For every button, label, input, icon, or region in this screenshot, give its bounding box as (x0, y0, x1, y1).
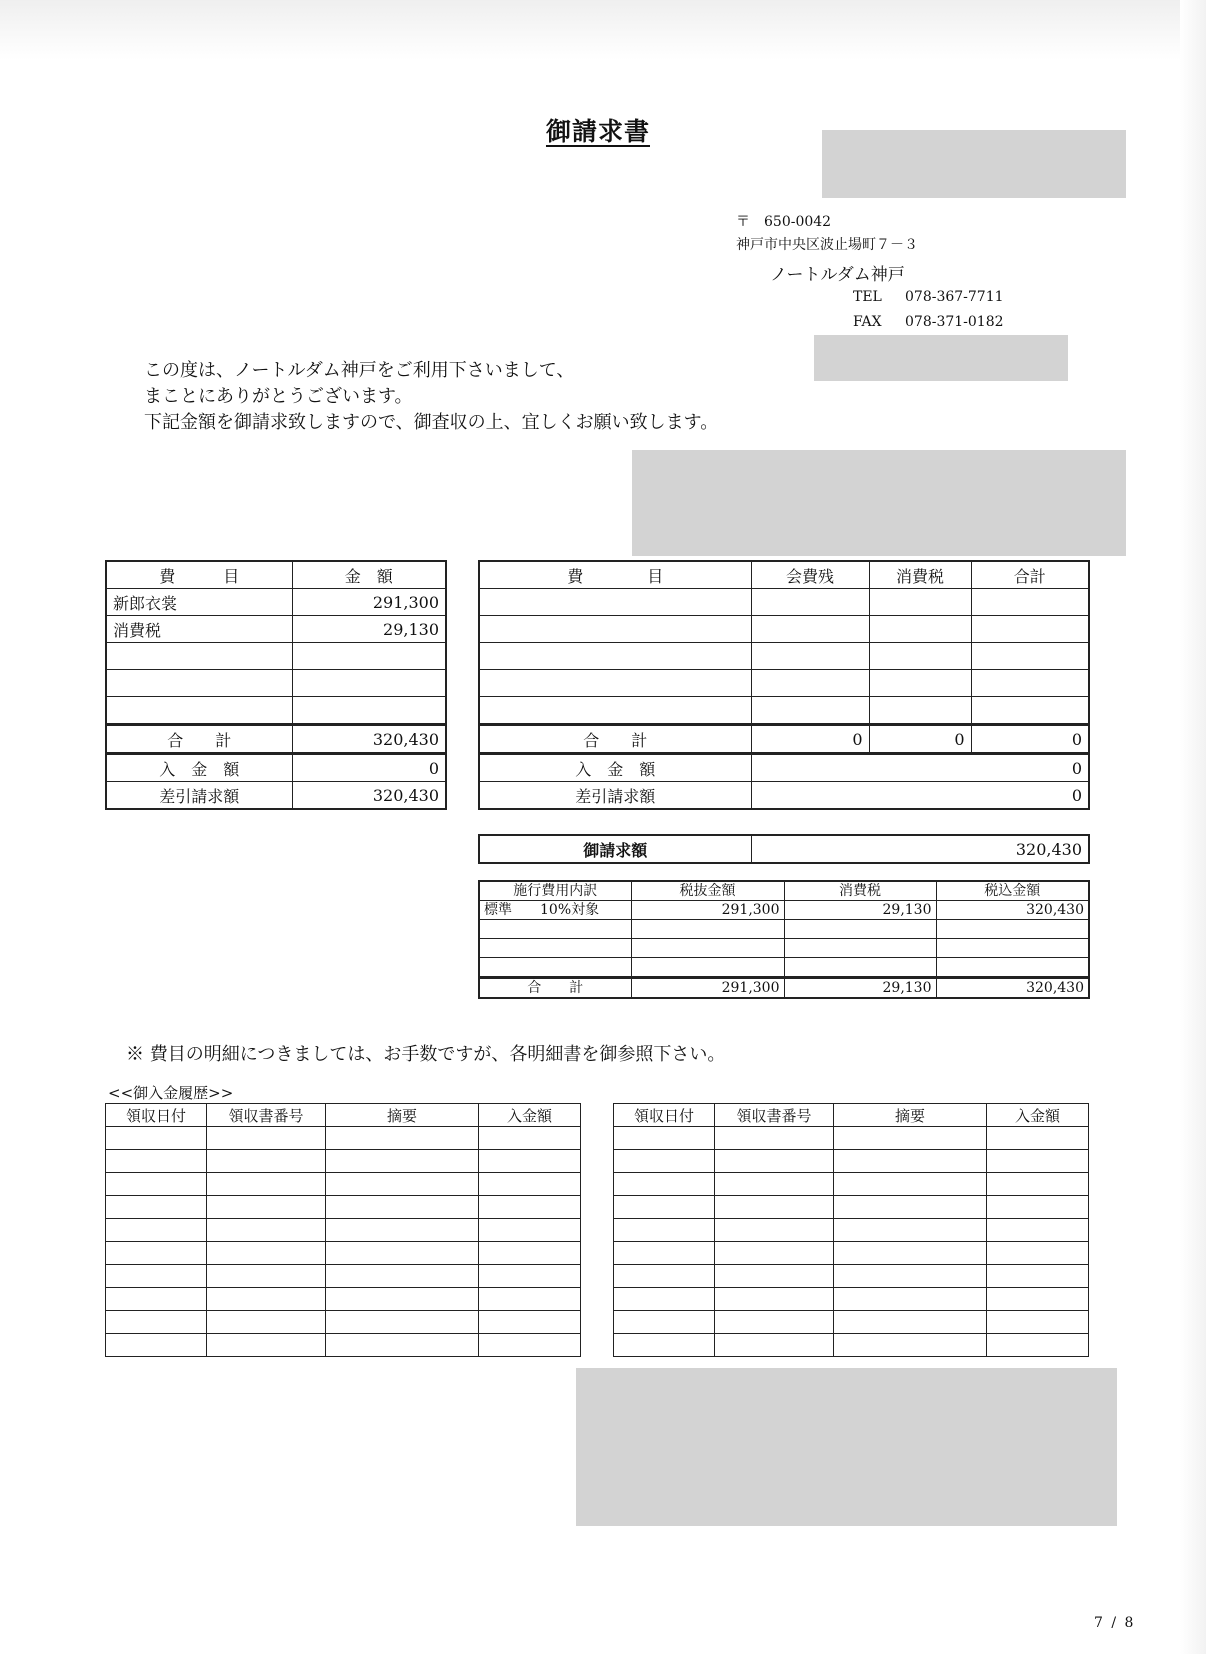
grand-total-value: 320,430 (751, 835, 1089, 863)
table-row (479, 670, 1089, 697)
item-cell (106, 643, 292, 670)
paid-row (106, 754, 446, 782)
issuer-address: 神戸市中央区波止場町７－３ (736, 237, 918, 253)
payment-history-table-left (105, 1103, 581, 1357)
paid-value: 0 (751, 754, 1089, 782)
membership-table (478, 560, 1090, 810)
item-cell (106, 697, 292, 725)
header-tax: 消費税 (869, 561, 971, 589)
table-row (106, 1150, 581, 1173)
total-row (479, 725, 1089, 754)
header-breakdown: 施行費用内訳 (479, 881, 631, 901)
amount-cell (292, 697, 446, 725)
table-row (106, 616, 446, 643)
issuer-tel-label: TEL (853, 289, 882, 305)
table-row (106, 1288, 581, 1311)
redacted-block (632, 450, 1126, 556)
total-tax: 29,130 (784, 978, 936, 999)
table-row (106, 1196, 581, 1219)
header-description: 摘要 (834, 1104, 987, 1127)
total-sum: 0 (971, 725, 1089, 754)
greeting-line: 下記金額を御請求致しますので、御査収の上、宜しくお願い致します。 (144, 412, 719, 433)
total-gross: 320,430 (936, 978, 1089, 999)
table-row (614, 1173, 1089, 1196)
issuer-fax: 078-371-0182 (905, 314, 1004, 330)
header-balance-fee: 会費残 (751, 561, 869, 589)
table-row (614, 1311, 1089, 1334)
header-item: 費 目 (106, 561, 292, 589)
tax-value: 29,130 (784, 901, 936, 920)
header-payment-amount: 入金額 (987, 1104, 1089, 1127)
table-row (479, 939, 1089, 958)
header-payment-amount: 入金額 (479, 1104, 581, 1127)
payment-history-title: <<御入金履歴>> (108, 1084, 234, 1102)
issuer-postal: 〒 650-0042 (736, 214, 832, 230)
page-top-shadow (0, 0, 1206, 60)
header-receipt-number: 領収書番号 (207, 1104, 326, 1127)
balance-label: 差引請求額 (479, 782, 751, 810)
balance-value: 0 (751, 782, 1089, 810)
amount-cell (292, 643, 446, 670)
net-value: 291,300 (631, 901, 784, 920)
tax-breakdown-table (478, 880, 1090, 999)
table-row (106, 1219, 581, 1242)
issuer-tel: 078-367-7711 (905, 289, 1004, 305)
table-row (614, 1288, 1089, 1311)
balance-label: 差引請求額 (106, 782, 292, 810)
issuer-name: ノートルダム神戸 (770, 265, 905, 285)
table-row (614, 1242, 1089, 1265)
total-label: 合 計 (479, 725, 751, 754)
greeting-line: まことにありがとうございます。 (144, 386, 413, 407)
total-tax: 0 (869, 725, 971, 754)
table-row (479, 958, 1089, 978)
page-title: 御請求書 (545, 117, 650, 146)
payment-history-table-right (613, 1103, 1089, 1357)
table-row (106, 1311, 581, 1334)
header-gross: 税込金額 (936, 881, 1089, 901)
header-receipt-number: 領収書番号 (715, 1104, 834, 1127)
page-number: 7 / 8 (1094, 1615, 1136, 1631)
header-total: 合計 (971, 561, 1089, 589)
amount-cell: 291,300 (292, 589, 446, 616)
paid-label: 入 金 額 (106, 754, 292, 782)
amount-cell (292, 670, 446, 697)
detail-note: ※ 費目の明細につきましては、お手数ですが、各明細書を御参照下さい。 (126, 1044, 726, 1065)
table-row (614, 1334, 1089, 1357)
issuer-fax-label: FAX (853, 314, 882, 330)
total-value: 320,430 (292, 725, 446, 754)
rate-label: 標準 10%対象 (479, 901, 631, 920)
header-receipt-date: 領収日付 (614, 1104, 715, 1127)
balance-row (106, 782, 446, 810)
total-row (479, 978, 1089, 999)
amount-cell: 29,130 (292, 616, 446, 643)
redacted-block (822, 130, 1126, 198)
greeting-text (144, 358, 718, 436)
table-row (106, 670, 446, 697)
table-row (614, 1219, 1089, 1242)
grand-total-label: 御請求額 (479, 835, 751, 863)
table-row (614, 1196, 1089, 1219)
table-row (614, 1150, 1089, 1173)
item-cell: 消費税 (106, 616, 292, 643)
item-cell: 新郎衣裳 (106, 589, 292, 616)
table-row (479, 920, 1089, 939)
header-description: 摘要 (326, 1104, 479, 1127)
item-cell (106, 670, 292, 697)
page-edge-shadow (1180, 0, 1206, 1654)
table-row (479, 589, 1089, 616)
redacted-block (576, 1368, 1117, 1526)
total-row (106, 725, 446, 754)
greeting-line: この度は、ノートルダム神戸をご利用下さいまして、 (144, 360, 575, 381)
gross-value: 320,430 (936, 901, 1089, 920)
header-tax: 消費税 (784, 881, 936, 901)
charges-table (105, 560, 447, 810)
balance-row (479, 782, 1089, 810)
table-row (614, 1127, 1089, 1150)
paid-label: 入 金 額 (479, 754, 751, 782)
table-row (479, 616, 1089, 643)
table-row (479, 643, 1089, 670)
table-row (479, 901, 1089, 920)
balance-value: 320,430 (292, 782, 446, 810)
header-amount: 金 額 (292, 561, 446, 589)
table-row (479, 697, 1089, 725)
total-net: 291,300 (631, 978, 784, 999)
total-label: 合 計 (106, 725, 292, 754)
header-receipt-date: 領収日付 (106, 1104, 207, 1127)
header-net: 税抜金額 (631, 881, 784, 901)
redacted-block (814, 335, 1068, 381)
grand-total-box (478, 834, 1090, 864)
table-row (106, 643, 446, 670)
total-balance-fee: 0 (751, 725, 869, 754)
table-row (106, 1242, 581, 1265)
paid-value: 0 (292, 754, 446, 782)
table-row (106, 1127, 581, 1150)
header-item: 費 目 (479, 561, 751, 589)
paid-row (479, 754, 1089, 782)
table-row (106, 1265, 581, 1288)
table-row (106, 589, 446, 616)
total-label: 合 計 (479, 978, 631, 999)
table-row (106, 1334, 581, 1357)
table-row (106, 1173, 581, 1196)
table-row (106, 697, 446, 725)
table-row (614, 1265, 1089, 1288)
